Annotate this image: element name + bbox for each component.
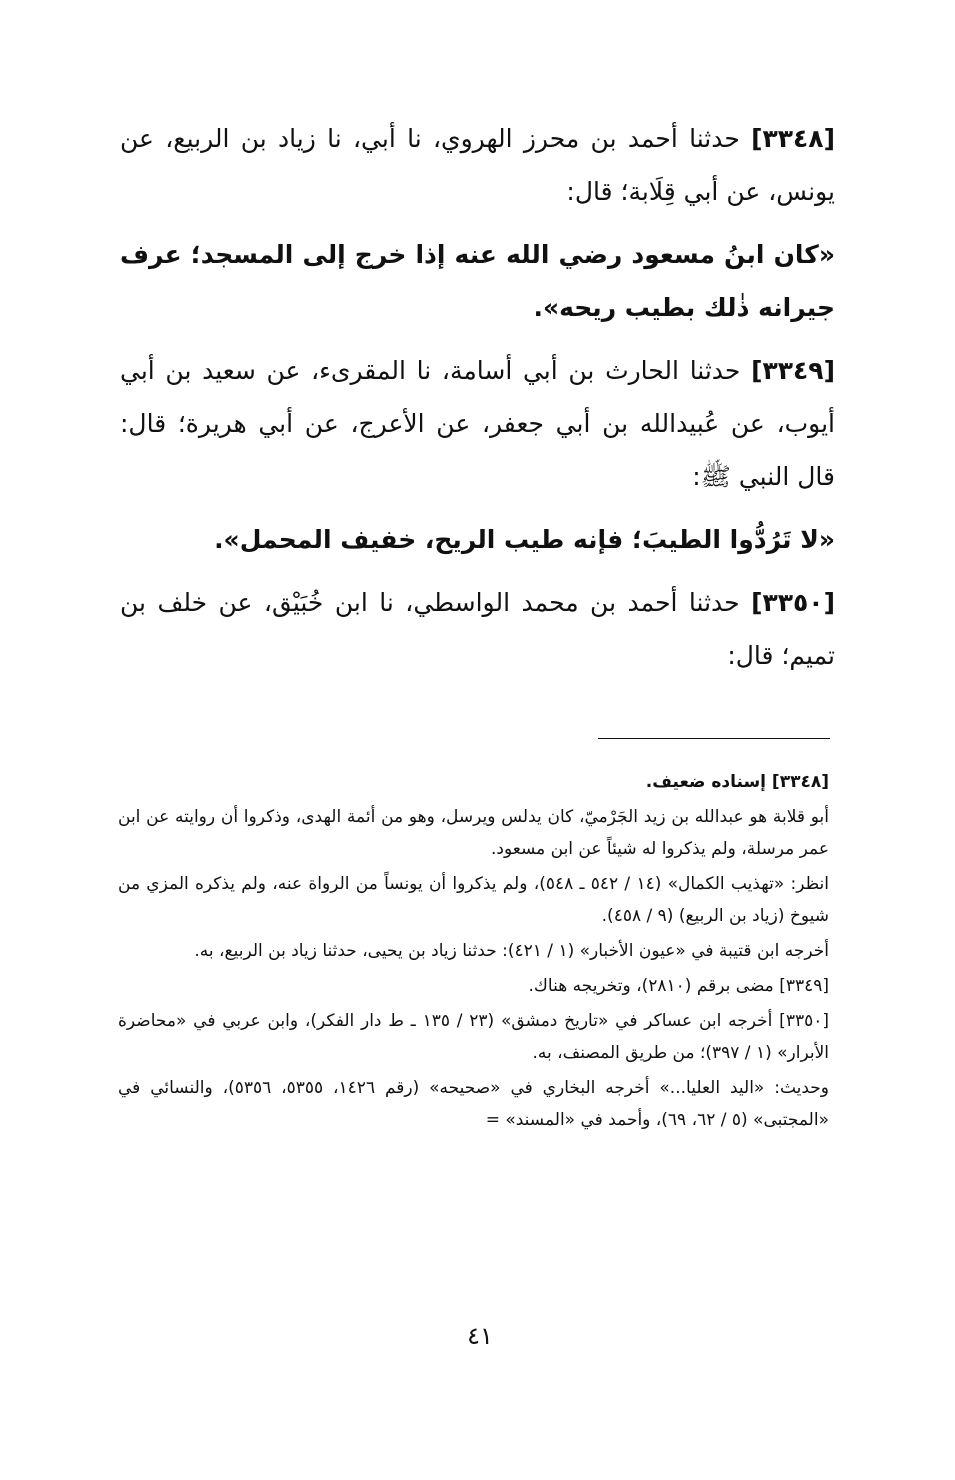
footnotes	[118, 766, 829, 1139]
hadith-3350-chain	[120, 576, 835, 682]
hadith-3348-text: «كان ابنُ مسعود رضي الله عنه إذا خرج إلى المسجد؛ عرف جيرانه ذٰلك بطيب ريحه».	[120, 240, 835, 322]
hadith-number: [٣٣٤٨]	[751, 124, 835, 153]
footnote-3348-heading: [٣٣٤٨] إسناده ضعيف.	[645, 772, 829, 792]
footnote-3350-paragraph: وحديث: «اليد العليا...» أخرجه البخاري في «صحيحه» (رقم ١٤٢٦، ٥٣٥٥، ٥٣٥٦)، والنسائي في «المجتبى» (٥ / ٦٢، ٦٩)، وأحمد في «المسند» =	[118, 1078, 830, 1130]
hadith-number: [٣٣٤٩]	[751, 356, 835, 385]
footnote-3348-paragraph: أبو قلابة هو عبدالله بن زيد الجَرْميّ، كان يدلس ويرسل، وهو من أئمة الهدى، وذكروا أن روايته عن ابن عمر مرسلة، ولم يذكروا له شيئاً عن ابن مسعود.	[118, 807, 829, 859]
main-text	[120, 112, 835, 692]
footnote-3348-paragraph: انظر: «تهذيب الكمال» (١٤ / ٥٤٢ ـ ٥٤٨)، ولم يذكروا أن يونساً من الرواة عنه، ولم يذكره المزي من شيوخ (زياد بن الربيع) (٩ / ٤٥٨).	[118, 874, 830, 926]
footnote-divider	[598, 738, 830, 739]
hadith-3349-chain	[120, 344, 835, 503]
isnad-text: حدثنا الحارث بن أبي أسامة، نا المقرىء، عن سعيد بن أبي أيوب، عن عُبيدالله بن أبي جعفر، عن الأعرج، عن أبي هريرة؛ قال: قال النبي ﷺ:	[120, 356, 835, 491]
hadith-3348-chain	[120, 112, 835, 218]
footnote-3348-paragraph: أخرجه ابن قتيبة في «عيون الأخبار» (١ / ٤٢١): حدثنا زياد بن يحيى، حدثنا زياد بن الربيع، به.	[194, 941, 829, 961]
footnote-3350-paragraph: [٣٣٥٠] أخرجه ابن عساكر في «تاريخ دمشق» (٢٣ / ١٣٥ ـ ط دار الفكر)، وابن عربي في «محاضرة الأبرار» (١ / ٣٩٧)؛ من طريق المصنف، به.	[118, 1011, 829, 1063]
page-number: ٤١	[467, 1322, 493, 1350]
isnad-text: حدثنا أحمد بن محرز الهروي، نا أبي، نا زياد بن الربيع، عن يونس، عن أبي قِلَابة؛ قال:	[120, 124, 835, 206]
isnad-text: حدثنا أحمد بن محمد الواسطي، نا ابن خُبَيْق، عن خلف بن تميم؛ قال:	[120, 588, 835, 670]
hadith-3349-text: «لا تَرُدُّوا الطيبَ؛ فإنه طيب الريح، خفيف المحمل».	[214, 525, 835, 554]
footnote-3349: [٣٣٤٩] مضى برقم (٢٨١٠)، وتخريجه هناك.	[528, 976, 829, 996]
hadith-number: [٣٣٥٠]	[751, 588, 835, 617]
